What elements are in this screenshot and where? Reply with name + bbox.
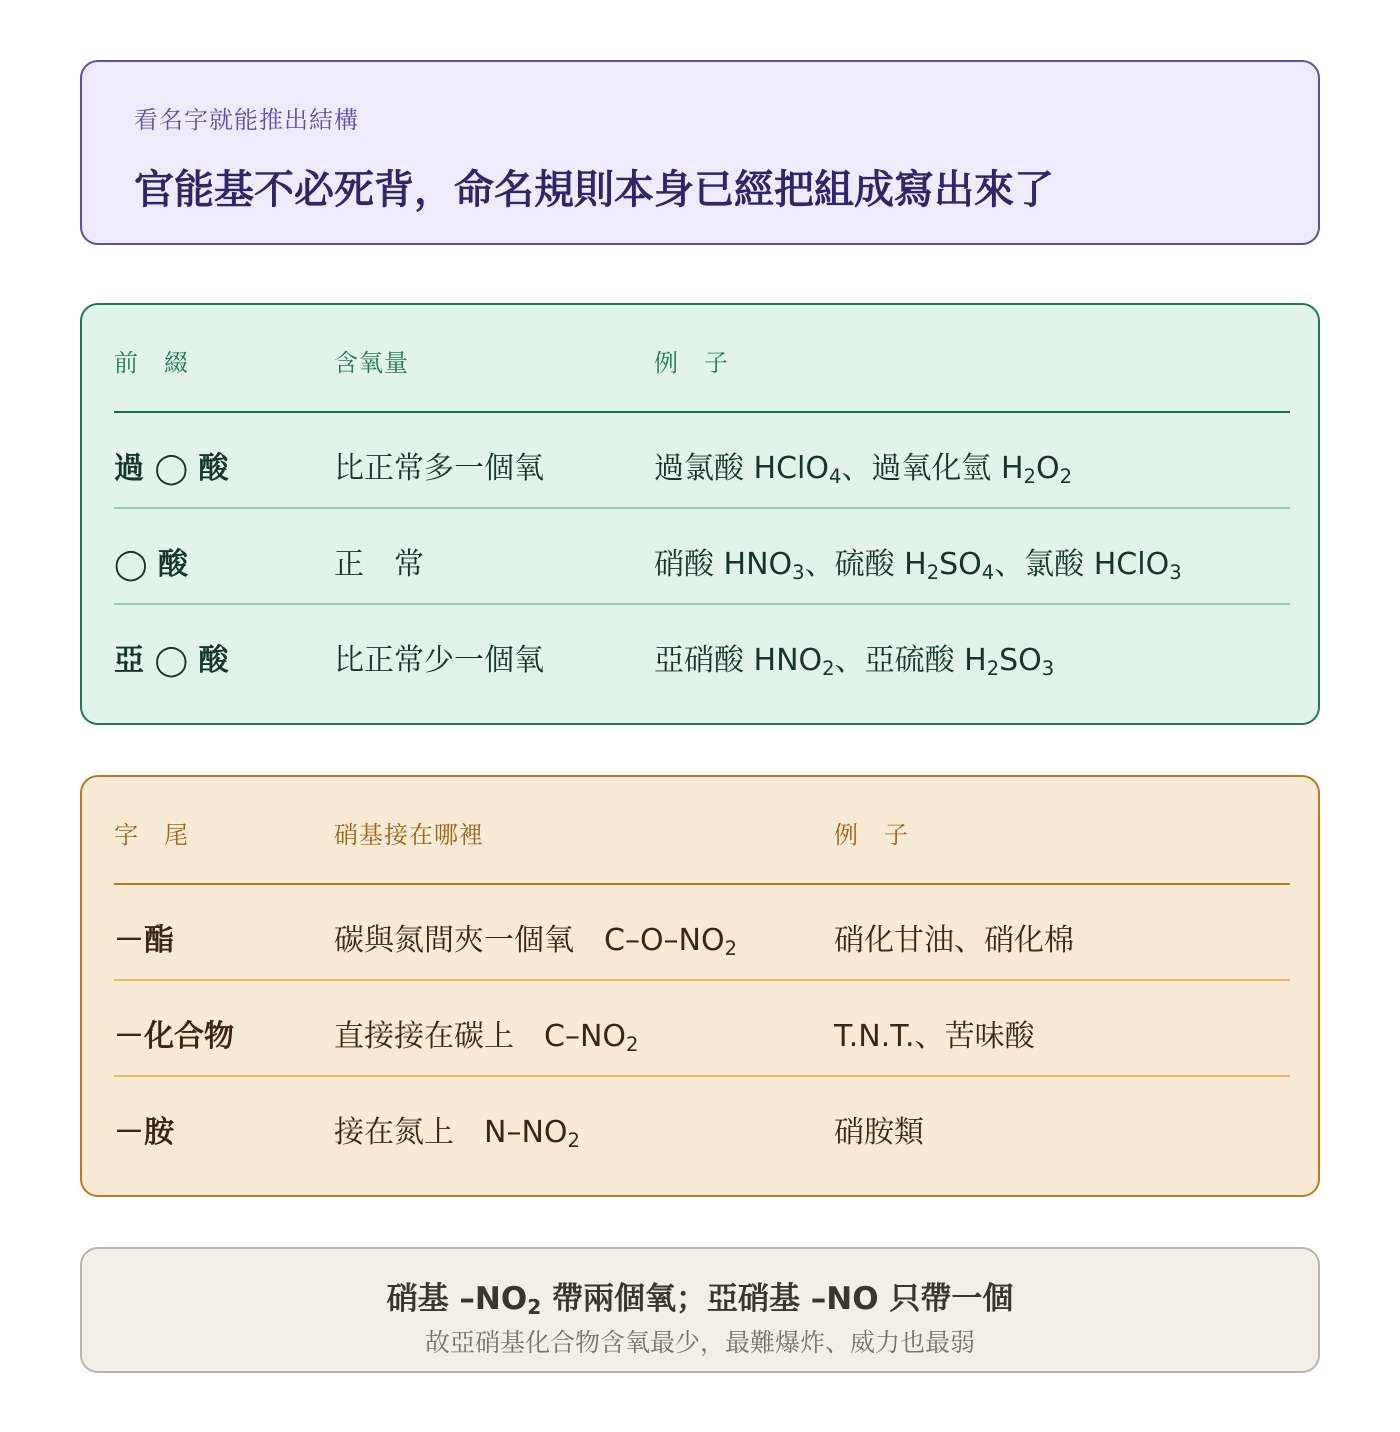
examples-cell: 過氯酸 HClO$_4$、過氧化氫 $H_2O_2$ [654, 451, 1072, 488]
subscript: 2 [567, 1128, 580, 1152]
examples-cell: 硝化甘油、硝化棉 [834, 923, 1074, 958]
suffix-cell: －化合物 [114, 1019, 234, 1054]
prefix-cell: 過 ◯ 酸 [114, 451, 229, 486]
subscript: 4 [829, 464, 842, 488]
position-cell: 直接接在碳上 $C-NO_2$ [334, 1019, 639, 1056]
note-card [80, 1247, 1320, 1373]
column-header-suffix: 字 尾 [114, 821, 189, 849]
table-row [114, 605, 1290, 701]
table-row [114, 981, 1290, 1077]
oxygen-cell: 比正常多一個氧 [334, 451, 544, 486]
subscript: 4 [981, 560, 995, 584]
prefix-cell: ◯ 酸 [114, 547, 189, 582]
column-header-oxygen: 含氧量 [334, 349, 409, 377]
suffix-cell: －胺 [114, 1115, 174, 1150]
subscript: 3 [792, 560, 805, 584]
note-sub-line: 故亞硝基化合物含氧最少，最難爆炸、威力也最弱 [424, 1328, 975, 1357]
examples-cell: 硝胺類 [834, 1115, 924, 1150]
acid-prefix-card [80, 303, 1320, 725]
table-row [114, 509, 1290, 605]
subscript: 2 [822, 656, 835, 680]
header-headline: 官能基不必死背，命名規則本身已經把組成寫出來了 [134, 167, 1054, 213]
table-row [114, 1077, 1290, 1173]
table-row [114, 413, 1290, 509]
column-header-position: 硝基接在哪裡 [334, 821, 484, 849]
nitro-suffix-card [80, 775, 1320, 1197]
examples-cell: T.N.T.、苦味酸 [834, 1019, 1035, 1054]
subscript: 2 [926, 560, 940, 584]
subscript: 2 [986, 656, 1000, 680]
subscript: 2 [626, 1032, 639, 1056]
subscript: 3 [1169, 560, 1182, 584]
nitro-table-header [114, 777, 1290, 885]
column-header-prefix: 前 綴 [114, 349, 189, 377]
position-cell: 接在氮上 $N-NO_2$ [334, 1115, 580, 1152]
subscript: 2 [1023, 464, 1036, 488]
subscript: 2 [1059, 464, 1072, 488]
note-main-line: 硝基 $-NO_2$ 帶兩個氧；亞硝基 –NO 只帶一個 [386, 1281, 1014, 1320]
oxygen-cell: 正 常 [334, 547, 424, 582]
examples-cell: 硝酸 $HNO_3$、硫酸 $H_2SO_4$、氯酸 HClO$_3$ [654, 547, 1182, 584]
column-header-examples: 例 子 [834, 821, 909, 849]
examples-cell: 亞硝酸 $HNO_2$、亞硫酸 $H_2SO_3$ [654, 643, 1055, 680]
header-card [80, 60, 1320, 245]
subscript: 3 [1041, 656, 1055, 680]
oxygen-cell: 比正常少一個氧 [334, 643, 544, 678]
position-cell: 碳與氮間夾一個氧 $C-O-NO_2$ [334, 923, 738, 960]
header-subtitle: 看名字就能推出結構 [134, 106, 359, 134]
column-header-examples: 例 子 [654, 349, 729, 377]
subscript: 2 [724, 936, 738, 960]
prefix-cell: 亞 ◯ 酸 [114, 643, 229, 678]
table-row [114, 885, 1290, 981]
subscript: 2 [527, 1295, 542, 1320]
suffix-cell: －酯 [114, 923, 174, 958]
acid-table-header [114, 305, 1290, 413]
